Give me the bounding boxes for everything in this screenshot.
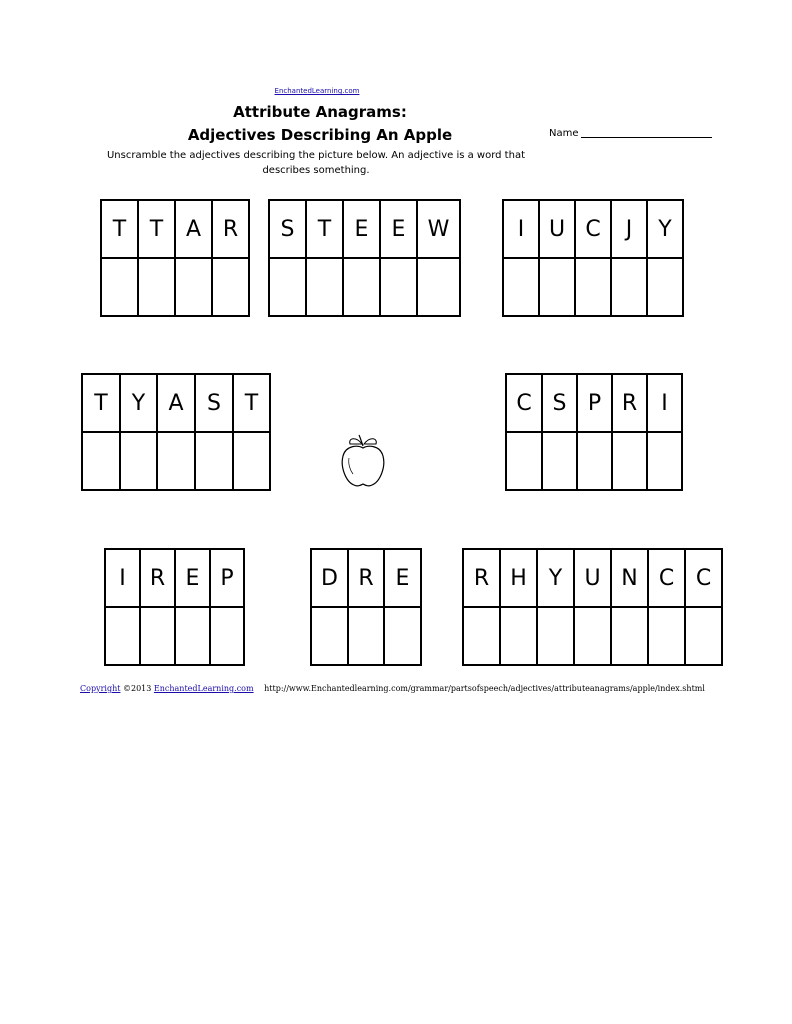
answer-box[interactable] bbox=[578, 433, 611, 491]
anagram-letter: T bbox=[83, 375, 119, 433]
name-label: Name bbox=[549, 128, 579, 139]
anagram-letter: N bbox=[612, 550, 647, 608]
anagram-letter: I bbox=[504, 201, 538, 259]
anagram-letter: W bbox=[418, 201, 459, 259]
answer-box[interactable] bbox=[543, 433, 576, 491]
anagram-letter: C bbox=[576, 201, 610, 259]
answer-box[interactable] bbox=[312, 608, 347, 666]
anagram-letter: I bbox=[106, 550, 139, 608]
answer-box[interactable] bbox=[270, 259, 305, 317]
anagram-letter: Y bbox=[648, 201, 682, 259]
footer bbox=[80, 684, 705, 693]
answer-box[interactable] bbox=[464, 608, 499, 666]
anagram-letter: C bbox=[507, 375, 541, 433]
anagram-letter: S bbox=[270, 201, 305, 259]
anagram-letter: T bbox=[234, 375, 269, 433]
answer-box[interactable] bbox=[196, 433, 232, 491]
site-link[interactable]: EnchantedLearning.com bbox=[274, 87, 360, 95]
answer-box[interactable] bbox=[507, 433, 541, 491]
answer-box[interactable] bbox=[648, 433, 681, 491]
anagram-letter: U bbox=[575, 550, 610, 608]
answer-box[interactable] bbox=[649, 608, 684, 666]
anagram-letter: R bbox=[349, 550, 383, 608]
anagram-grid-4 bbox=[81, 373, 271, 491]
answer-box[interactable] bbox=[234, 433, 269, 491]
answer-box[interactable] bbox=[211, 608, 243, 666]
anagram-grid-3 bbox=[502, 199, 684, 317]
anagram-letter: Y bbox=[538, 550, 573, 608]
copyright-link[interactable]: Copyright bbox=[80, 684, 121, 693]
page-subtitle: Adjectives Describing An Apple bbox=[187, 126, 453, 144]
page-url: http://www.Enchantedlearning.com/grammar/partsofspeech/adjectives/attributeanagrams/apple/index.shtml bbox=[264, 684, 705, 693]
anagram-letter: D bbox=[312, 550, 347, 608]
anagram-letter: R bbox=[613, 375, 646, 433]
anagram-letter: E bbox=[344, 201, 379, 259]
anagram-letter: U bbox=[540, 201, 574, 259]
anagram-letter: S bbox=[196, 375, 232, 433]
answer-box[interactable] bbox=[540, 259, 574, 317]
answer-box[interactable] bbox=[158, 433, 194, 491]
anagram-letter: R bbox=[141, 550, 174, 608]
anagram-letter: A bbox=[158, 375, 194, 433]
anagram-letter: J bbox=[612, 201, 646, 259]
anagram-letter: H bbox=[501, 550, 536, 608]
anagram-letter: C bbox=[686, 550, 721, 608]
anagram-grid-7 bbox=[310, 548, 422, 666]
anagram-grid-2 bbox=[268, 199, 461, 317]
answer-box[interactable] bbox=[213, 259, 248, 317]
answer-box[interactable] bbox=[102, 259, 137, 317]
name-line bbox=[581, 137, 712, 138]
answer-box[interactable] bbox=[349, 608, 383, 666]
answer-box[interactable] bbox=[648, 259, 682, 317]
page-title: Attribute Anagrams: bbox=[233, 103, 407, 121]
answer-box[interactable] bbox=[418, 259, 459, 317]
anagram-letter: E bbox=[385, 550, 420, 608]
answer-box[interactable] bbox=[613, 433, 646, 491]
anagram-letter: Y bbox=[121, 375, 156, 433]
anagram-letter: R bbox=[213, 201, 248, 259]
anagram-letter: T bbox=[139, 201, 174, 259]
apple-icon bbox=[338, 432, 388, 490]
anagram-letter: S bbox=[543, 375, 576, 433]
answer-box[interactable] bbox=[576, 259, 610, 317]
answer-box[interactable] bbox=[501, 608, 536, 666]
answer-box[interactable] bbox=[612, 259, 646, 317]
answer-box[interactable] bbox=[381, 259, 416, 317]
anagram-letter: T bbox=[102, 201, 137, 259]
anagram-grid-8 bbox=[462, 548, 723, 666]
anagram-letter: R bbox=[464, 550, 499, 608]
anagram-letter: I bbox=[648, 375, 681, 433]
anagram-grid-6 bbox=[104, 548, 245, 666]
answer-box[interactable] bbox=[83, 433, 119, 491]
answer-box[interactable] bbox=[106, 608, 139, 666]
anagram-letter: C bbox=[649, 550, 684, 608]
anagram-letter: P bbox=[211, 550, 243, 608]
answer-box[interactable] bbox=[176, 259, 211, 317]
answer-box[interactable] bbox=[176, 608, 209, 666]
answer-box[interactable] bbox=[121, 433, 156, 491]
instructions: Unscramble the adjectives describing the picture below. An adjective is a word that describes something. bbox=[106, 150, 525, 176]
answer-box[interactable] bbox=[307, 259, 342, 317]
answer-box[interactable] bbox=[612, 608, 647, 666]
answer-box[interactable] bbox=[504, 259, 538, 317]
anagram-letter: A bbox=[176, 201, 211, 259]
footer-site-link[interactable]: EnchantedLearning.com bbox=[153, 684, 254, 693]
answer-box[interactable] bbox=[686, 608, 721, 666]
anagram-letter: P bbox=[578, 375, 611, 433]
anagram-letter: E bbox=[381, 201, 416, 259]
answer-box[interactable] bbox=[141, 608, 174, 666]
answer-box[interactable] bbox=[139, 259, 174, 317]
answer-box[interactable] bbox=[575, 608, 610, 666]
answer-box[interactable] bbox=[344, 259, 379, 317]
answer-box[interactable] bbox=[538, 608, 573, 666]
copyright-year: ©2013 bbox=[123, 684, 152, 693]
anagram-grid-5 bbox=[505, 373, 683, 491]
answer-box[interactable] bbox=[385, 608, 420, 666]
anagram-letter: E bbox=[176, 550, 209, 608]
anagram-letter: T bbox=[307, 201, 342, 259]
anagram-grid-1 bbox=[100, 199, 250, 317]
